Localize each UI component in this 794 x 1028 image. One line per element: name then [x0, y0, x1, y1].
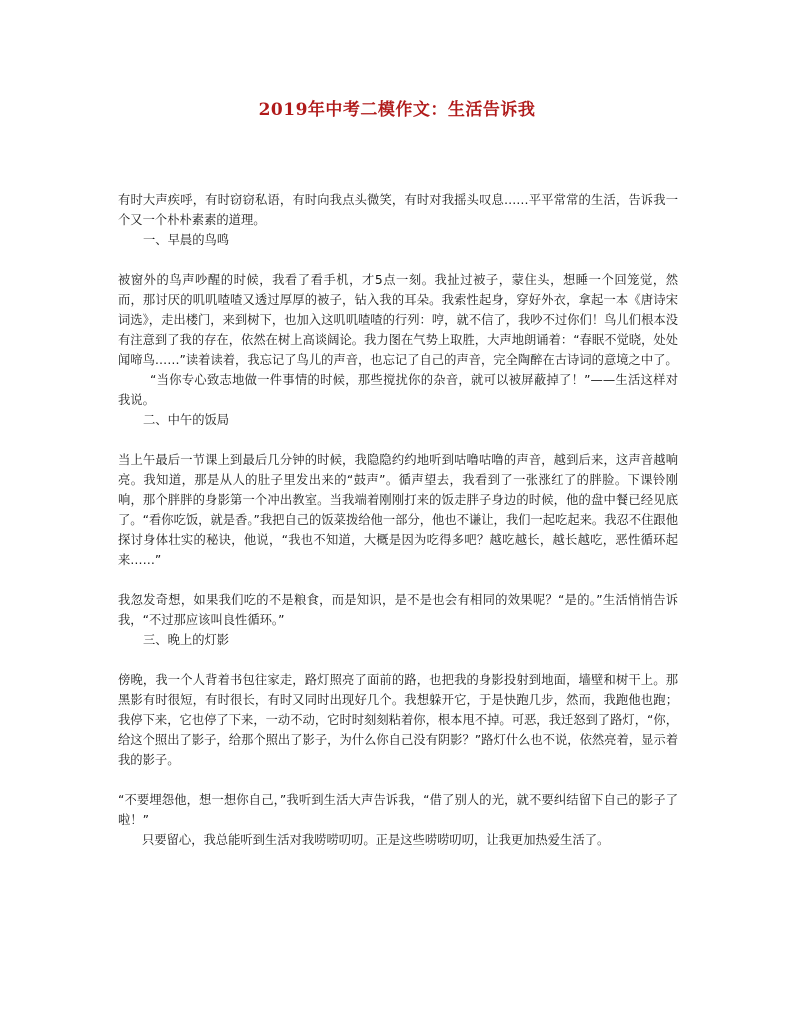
- section2-paragraph-2: 我忽发奇想，如果我们吃的不是粮食，而是知识，是不是也会有相同的效果呢？“是的。”生活悄悄告诉我，“不过那应该叫良性循环。”: [118, 593, 678, 627]
- section-heading-noon: 二、中午的饭局: [143, 413, 230, 427]
- section-heading-evening: 三、晚上的灯影: [143, 633, 230, 647]
- closing-paragraph: 只要留心，我总能听到生活对我唠唠叨叨。正是这些唠唠叨叨，让我更加热爱生活了。: [142, 833, 610, 847]
- section2-paragraph-1: 当上午最后一节课上到最后几分钟的时候，我隐隐约约地听到咕噜咕噜的声音，越到后来，这声音越响亮。我知道，那是从人的肚子里发出来的“鼓声”。循声望去，我看到了一张涨红了的胖脸。下课铃刚响，那个胖胖的身影第一个冲出教室。当我端着刚刚打来的饭走胖子身边的时候，他的盘中餐已经见底了。“看你吃饭，就是香。”我把自己的饭菜拨给他一部分，他也不谦让，我们一起吃起来。我忍不住跟他探讨身体壮实的秘诀，他说，“我也不知道，大概是因为吃得多吧？越吃越长，越长越吃，恶性循环起来……”: [118, 453, 678, 567]
- section1-paragraph-2: “当你专心致志地做一件事情的时候，那些搅扰你的杂音，就可以被屏蔽掉了！”——生活这样对我说。: [118, 373, 678, 407]
- intro-paragraph: 有时大声疾呼，有时窃窃私语，有时向我点头微笑，有时对我摇头叹息……平平常常的生活，告诉我一个又一个朴朴素素的道理。: [118, 193, 678, 227]
- document-title: 2019年中考二模作文：生活告诉我: [258, 100, 536, 120]
- section3-paragraph-2: “不要埋怨他，想一想你自己，”我听到生活大声告诉我，“借了别人的光，就不要纠结留下自己的影子了啦！”: [118, 793, 678, 827]
- section-heading-morning: 一、早晨的鸟鸣: [143, 233, 230, 247]
- document-body: [118, 190, 678, 850]
- section1-paragraph-1: 被窗外的鸟声吵醒的时候，我看了看手机，才5点一刻。我扯过被子，蒙住头，想睡一个回笼觉，然而，那讨厌的叽叽喳喳又透过厚厚的被子，钻入我的耳朵。我索性起身，穿好外衣，拿起一本《唐诗宋词选》，走出楼门，来到树下，也加入这叽叽喳喳的行列：哼，就不信了，我吵不过你们！鸟儿们根本没有注意到了我的存在，依然在树上高谈阔论。我力图在气势上取胜，大声地朗诵着：“春眠不觉晓，处处闻啼鸟……”读着读着，我忘记了鸟儿的声音，也忘记了自己的声音，完全陶醉在古诗词的意境之中了。: [118, 273, 678, 367]
- section3-paragraph-1: 傍晚，我一个人背着书包往家走，路灯照亮了面前的路，也把我的身影投射到地面，墙壁和树干上。那黑影有时很短，有时很长，有时又同时出现好几个。我想躲开它，于是快跑几步，然而，我跑他也跑；我停下来，它也停了下来，一动不动，它时时刻刻粘着你，根本甩不掉。可恶，我迁怒到了路灯，“你，给这个照出了影子，给那个照出了影子，为什么你自己没有阴影？”路灯什么也不说，依然亮着，显示着我的影子。: [118, 673, 678, 767]
